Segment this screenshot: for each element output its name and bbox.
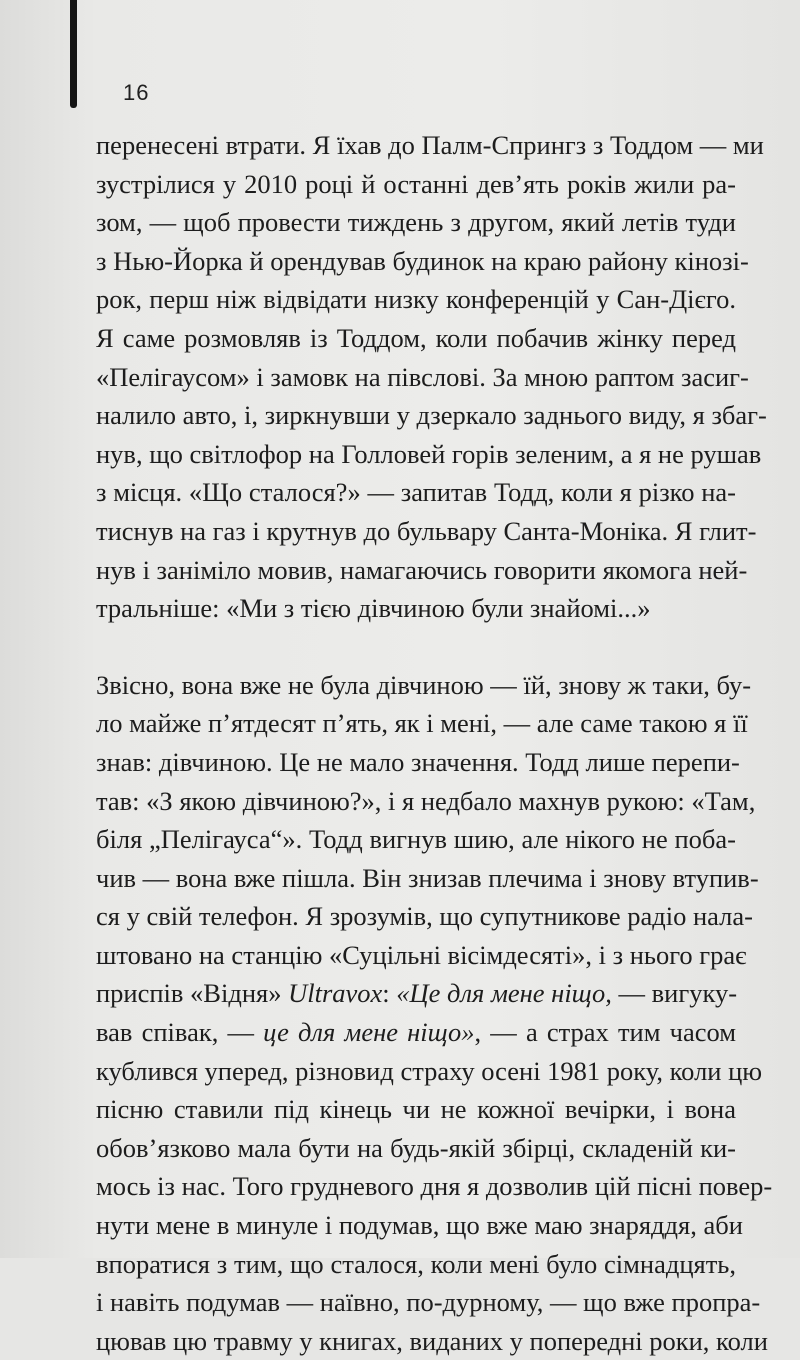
text-line: тав: «З якою дівчиною?», і я недбало махнув рукою: «Там, — [96, 785, 756, 816]
text-line: ло майже п’ятдесят п’ять, як і мені, — але саме такою я її — [96, 708, 748, 739]
text-line: нув і заніміло мовив, намагаючись говорити якомога ней- — [96, 554, 748, 585]
lyric-italic: «Це для мене ніщо, — [396, 978, 612, 1009]
lyric-italic: це для мене ніщо» — [263, 1017, 475, 1048]
text-line: з місця. «Що сталося?» — запитав Тодд, коли я різко на- — [96, 477, 736, 508]
page-number: 16 — [123, 80, 150, 105]
text-line: обов’язково мала бути на будь-якій збірці, складеній ки- — [96, 1132, 736, 1163]
text-line: зустрілися у 2010 році й останні дев’ять років жили ра- — [96, 168, 736, 199]
text-line — [96, 974, 736, 1013]
paragraph-2 — [96, 666, 773, 1360]
text-line: кублився уперед, різновид страху осені 1981 року, коли цю — [96, 1055, 763, 1086]
text-line: перенесені втрати. Я їхав до Палм-Спрингз з Тоддом — ми — [96, 130, 764, 160]
text-line: з Нью-Йорка й орендував будинок на краю району кінозі- — [96, 245, 749, 276]
text-run: — вигуку- — [611, 978, 738, 1009]
text-run: , — а страх тим часом — [474, 1017, 737, 1048]
text-line: ся у свій телефон. Я зрозумів, що супутникове радіо нала- — [96, 901, 753, 932]
text-line: впоратися з тим, що сталося, коли мені було сімнадцять, — [96, 1248, 736, 1279]
text-line: штовано на станцію «Суцільні вісімдесяті», і з нього грає — [96, 939, 747, 970]
page-edge-mark — [70, 0, 77, 108]
text-line: рок, перш ніж відвідати низку конференцій у Сан-Дієго. — [96, 284, 736, 315]
paragraph-1 — [96, 126, 767, 628]
text-line: зом, — щоб провести тиждень з другом, який летів туди — [96, 207, 736, 238]
text-run: : — [382, 978, 397, 1009]
text-line: біля „Пелігауса“». Тодд вигнув шию, але нікого не поба- — [96, 824, 736, 855]
text-line: цював цю травму у книгах, виданих у попередні роки, коли — [96, 1325, 768, 1356]
text-line — [96, 1013, 736, 1052]
text-run: вав співак, — — [96, 1017, 264, 1048]
text-line: тральніше: «Ми з тією дівчиною були знайомі...» — [96, 593, 651, 624]
text-line: чив — вона вже пішла. Він знизав плечима і знову втупив- — [96, 862, 759, 893]
text-line: Звісно, вона вже не була дівчиною — їй, знову ж таки, бу- — [96, 669, 752, 700]
band-name-italic: Ultravox — [288, 978, 383, 1009]
text-line: мось із нас. Того грудневого дня я дозволив цій пісні повер- — [96, 1171, 773, 1202]
text-line: пісню ставили під кінець чи не кожної вечірки, і вона — [96, 1094, 736, 1125]
text-line: нути мене в минуле і подумав, що вже маю знаряддя, аби — [96, 1210, 743, 1241]
text-line: «Пелігаусом» і замовк на півслові. За мною раптом засиг- — [96, 361, 749, 392]
text-line: тиснув на газ і крутнув до бульвару Санта-Моніка. Я глит- — [96, 515, 757, 546]
text-line: Я саме розмовляв із Тоддом, коли побачив жінку перед — [96, 322, 736, 353]
text-line: і навіть подумав — наївно, по-дурному, — що вже пропра- — [96, 1287, 761, 1318]
text-line: нув, що світлофор на Голловей горів зеленим, а я не рушав — [96, 438, 762, 469]
text-run: приспів «Відня» — [96, 978, 289, 1009]
text-line: знав: дівчиною. Це не мало значення. Тодд лише перепи- — [96, 746, 740, 777]
text-line: налило авто, і, зиркнувши у дзеркало заднього виду, я збаг- — [96, 400, 767, 431]
body-text — [96, 126, 773, 1360]
